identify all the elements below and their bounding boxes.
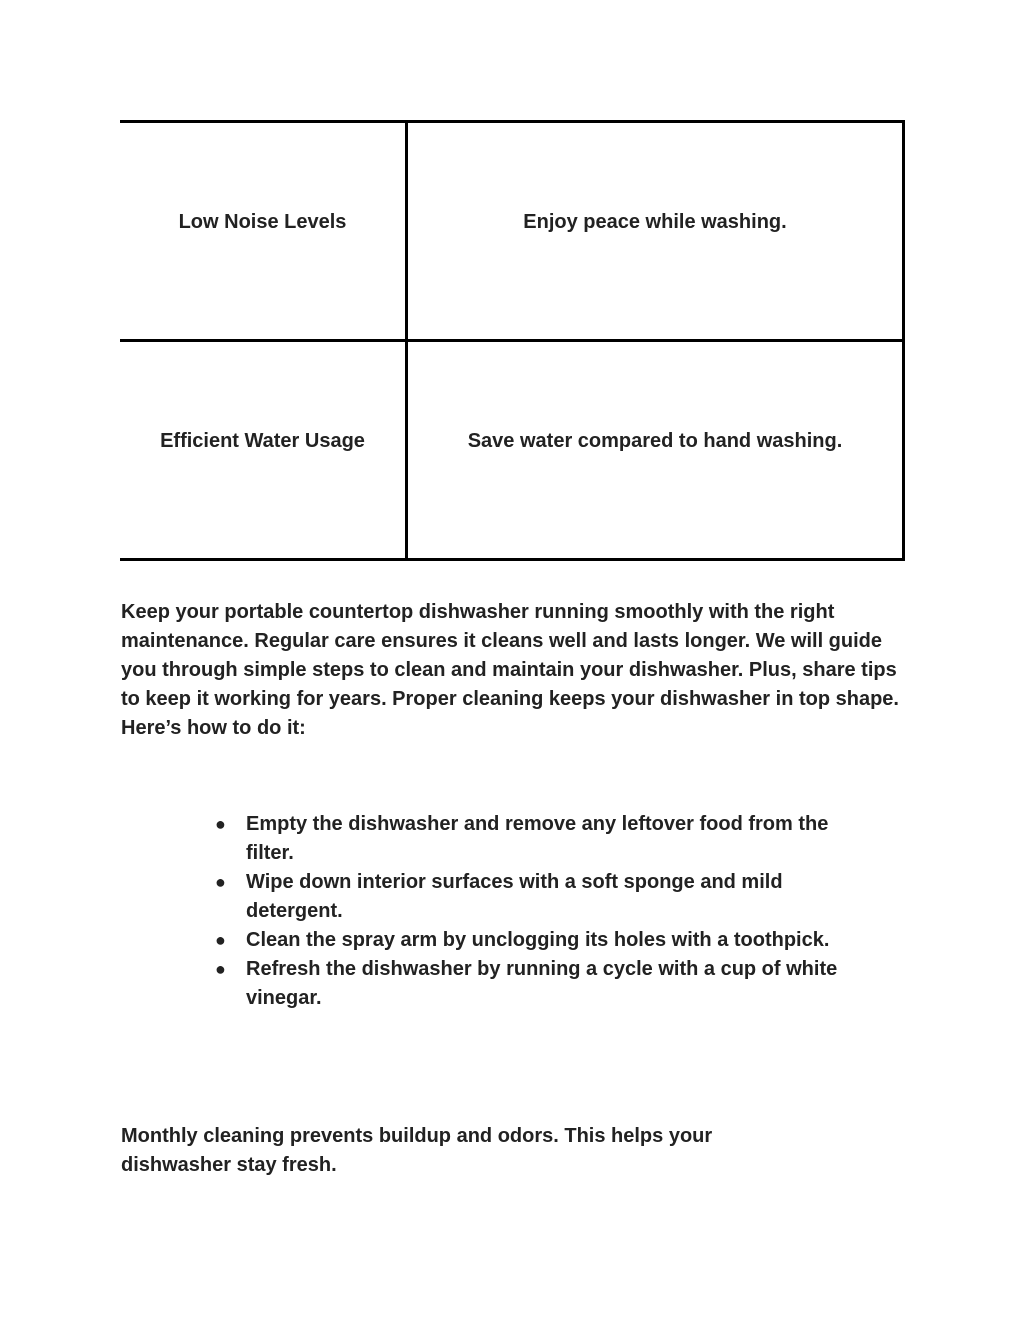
feature-name-cell: Efficient Water Usage (120, 341, 407, 560)
list-item (215, 926, 855, 955)
list-item-text: Empty the dishwasher and remove any leftover food from the filter. (246, 813, 829, 864)
feature-description-cell: Enjoy peace while washing. (407, 122, 904, 341)
list-item-text: Refresh the dishwasher by running a cycle with a cup of white vinegar. (246, 958, 838, 1009)
table-row (120, 122, 904, 341)
cleaning-steps-list (215, 810, 855, 1013)
bullet-icon: ● (215, 959, 226, 979)
features-table (120, 120, 905, 561)
list-item (215, 955, 855, 1013)
list-item-text: Clean the spray arm by unclogging its holes with a toothpick. (246, 929, 830, 951)
feature-description-cell: Save water compared to hand washing. (407, 341, 904, 560)
list-item (215, 868, 855, 926)
feature-name-cell: Low Noise Levels (120, 122, 407, 341)
bullet-icon: ● (215, 814, 226, 834)
intro-paragraph: Keep your portable countertop dishwasher running smoothly with the right maintenance. Regular care ensures it cleans well and lasts longer. We will guide you through simple steps to clean and maintain your dishwasher. Plus, share tips to keep it working for years. Proper cleaning keeps your dishwasher in top shape. Here’s how to do it: (121, 601, 899, 739)
list-item (215, 810, 855, 868)
table-row (120, 341, 904, 560)
bullet-icon: ● (215, 872, 226, 892)
list-item-text: Wipe down interior surfaces with a soft sponge and mild detergent. (246, 871, 783, 922)
closing-paragraph: Monthly cleaning prevents buildup and odors. This helps your dishwasher stay fresh. (121, 1125, 713, 1176)
bullet-icon: ● (215, 930, 226, 950)
